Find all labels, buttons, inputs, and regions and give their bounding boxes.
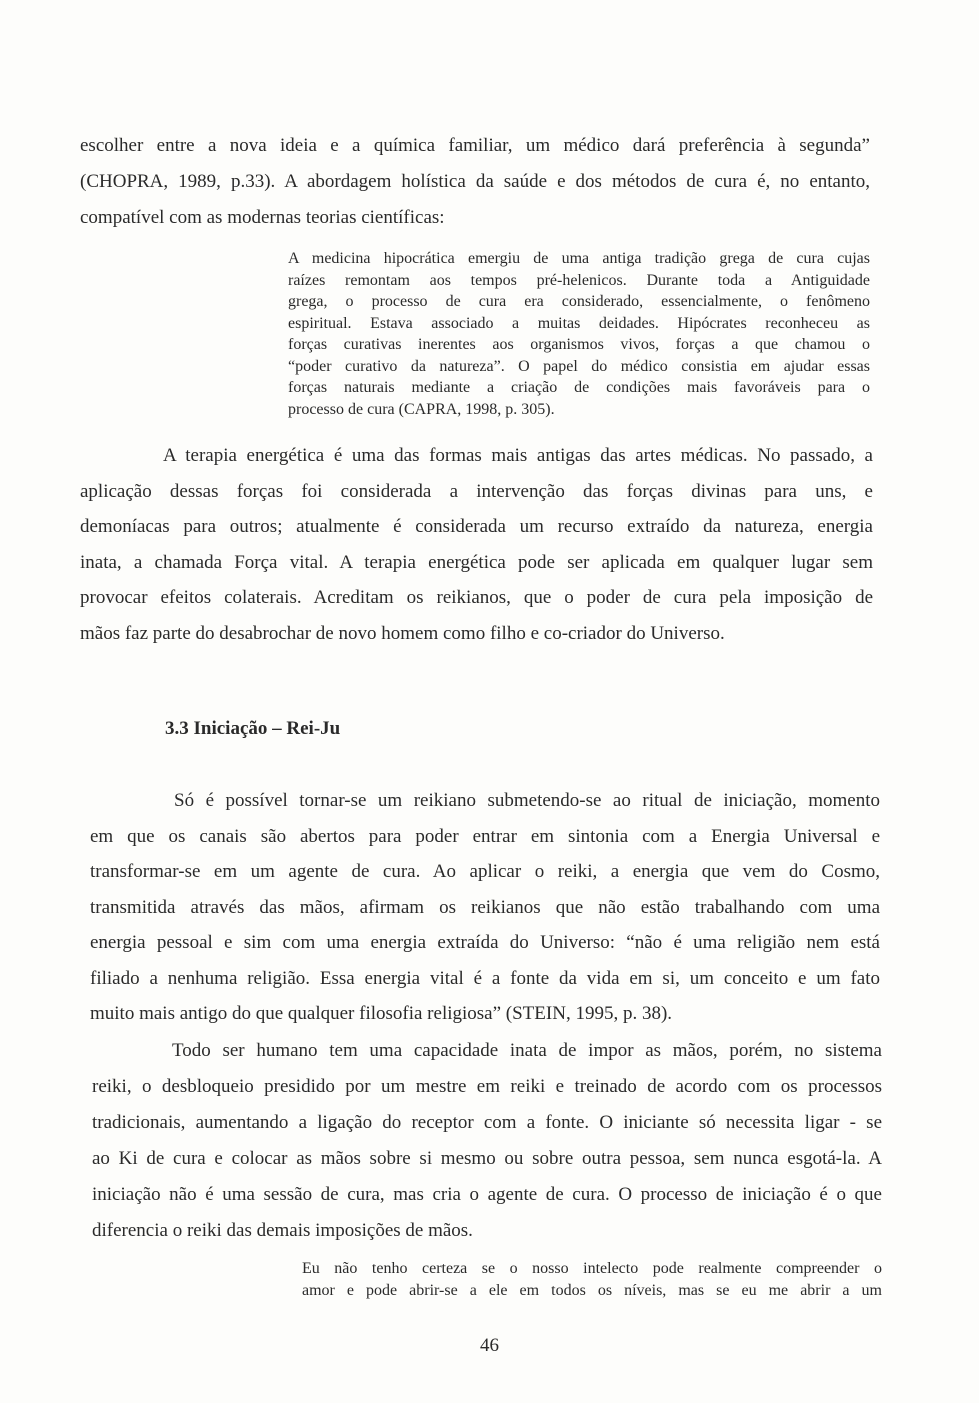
quote-line: amor e pode abrir-se a ele em todos os níveis, mas se eu me abrir a um: [302, 1281, 882, 1299]
text-line: mãos faz parte do desabrochar de novo homem como filho e co-criador do Universo.: [80, 622, 725, 644]
text-line: transformar-se em um agente de cura. Ao aplicar o reiki, a energia que vem do Cosmo,: [90, 861, 880, 882]
quote-line: grega, o processo de cura era considerado, essencialmente, o fenômeno: [288, 293, 870, 310]
text-line: provocar efeitos colaterais. Acreditam os reikianos, que o poder de cura pela imposição de: [80, 587, 873, 608]
text-line: Só é possível tornar-se um reikiano submetendo-se ao ritual de iniciação, momento: [174, 790, 880, 811]
quote-line: Eu não tenho certeza se o nosso intelecto pode realmente compreender o: [302, 1260, 882, 1277]
text-line: em que os canais são abertos para poder entrar em sintonia com a Energia Universal e: [90, 825, 880, 847]
quote-line: processo de cura (CAPRA, 1998, p. 305).: [288, 400, 555, 418]
paragraph-chopra-continuation: [80, 128, 870, 236]
text-line: escolher entre a nova ideia e a química familiar, um médico dará preferência à segunda”: [80, 135, 870, 156]
text-line: (CHOPRA, 1989, p.33). A abordagem holística da saúde e dos métodos de cura é, no entanto,: [80, 171, 870, 192]
text-line: compatível com as modernas teorias científicas:: [80, 207, 445, 228]
text-line: iniciação não é uma sessão de cura, mas cria o agente de cura. O processo de iniciação é o que: [92, 1184, 882, 1205]
text-line: diferencia o reiki das demais imposições de mãos.: [92, 1220, 473, 1241]
page-number: 46: [480, 1335, 499, 1356]
text-line: muito mais antigo do que qualquer filosofia religiosa” (STEIN, 1995, p. 38).: [90, 1003, 673, 1024]
text-line: transmitida através das mãos, afirmam os reikianos que não estão trabalhando com uma: [90, 896, 880, 918]
text-line: A terapia energética é uma das formas mais antigas das artes médicas. No passado, a: [163, 445, 873, 466]
text-line: aplicação dessas forças foi considerada a intervenção das forças divinas para uns, e: [80, 480, 873, 502]
quote-line: forças curativas inerentes aos organismos vivos, forças a que chamou o: [288, 336, 870, 353]
text-line: Todo ser humano tem uma capacidade inata de impor as mãos, porém, no sistema: [172, 1040, 882, 1061]
quote-line: forças naturais mediante a criação de condições mais favoráveis para o: [288, 379, 870, 396]
text-line: inata, a chamada Força vital. A terapia energética pode ser aplicada em qualquer lugar sem: [80, 551, 873, 573]
text-line: reiki, o desbloqueio presidido por um mestre em reiki e treinado de acordo com os processos: [92, 1076, 882, 1097]
quote-line: espiritual. Estava associado a muitas deidades. Hipócrates reconheceu as: [288, 314, 870, 332]
section-heading: 3.3 Iniciação – Rei-Ju: [165, 718, 341, 739]
text-line: tradicionais, aumentando a ligação do receptor com a fonte. O iniciante só necessita ligar - se: [92, 1112, 882, 1133]
paragraph-initiation: [90, 783, 880, 1032]
text-line: ao Ki de cura e colocar as mãos sobre si mesmo ou sobre outra pessoa, sem nunca esgotá-la. A: [92, 1148, 882, 1169]
text-line: energia pessoal e sim com uma energia extraída do Universo: “não é uma religião nem está: [90, 932, 880, 953]
block-quote-capra: [288, 248, 870, 420]
quote-line: raízes remontam aos tempos pré-helenicos. Durante toda a Antiguidade: [288, 271, 870, 289]
quote-line: “poder curativo da natureza”. O papel do médico consistia em ajudar essas: [288, 357, 870, 375]
text-line: filiado a nenhuma religião. Essa energia vital é a fonte da vida em si, um conceito e um fato: [90, 967, 880, 989]
block-quote-intellect: [302, 1258, 882, 1301]
quote-line: A medicina hipocrática emergiu de uma antiga tradição grega de cura cujas: [288, 250, 870, 267]
paragraph-energy-therapy: [80, 438, 873, 651]
paragraph-laying-hands: [92, 1033, 882, 1249]
text-line: demoníacas para outros; atualmente é considerada um recurso extraído da natureza, energia: [80, 516, 873, 537]
